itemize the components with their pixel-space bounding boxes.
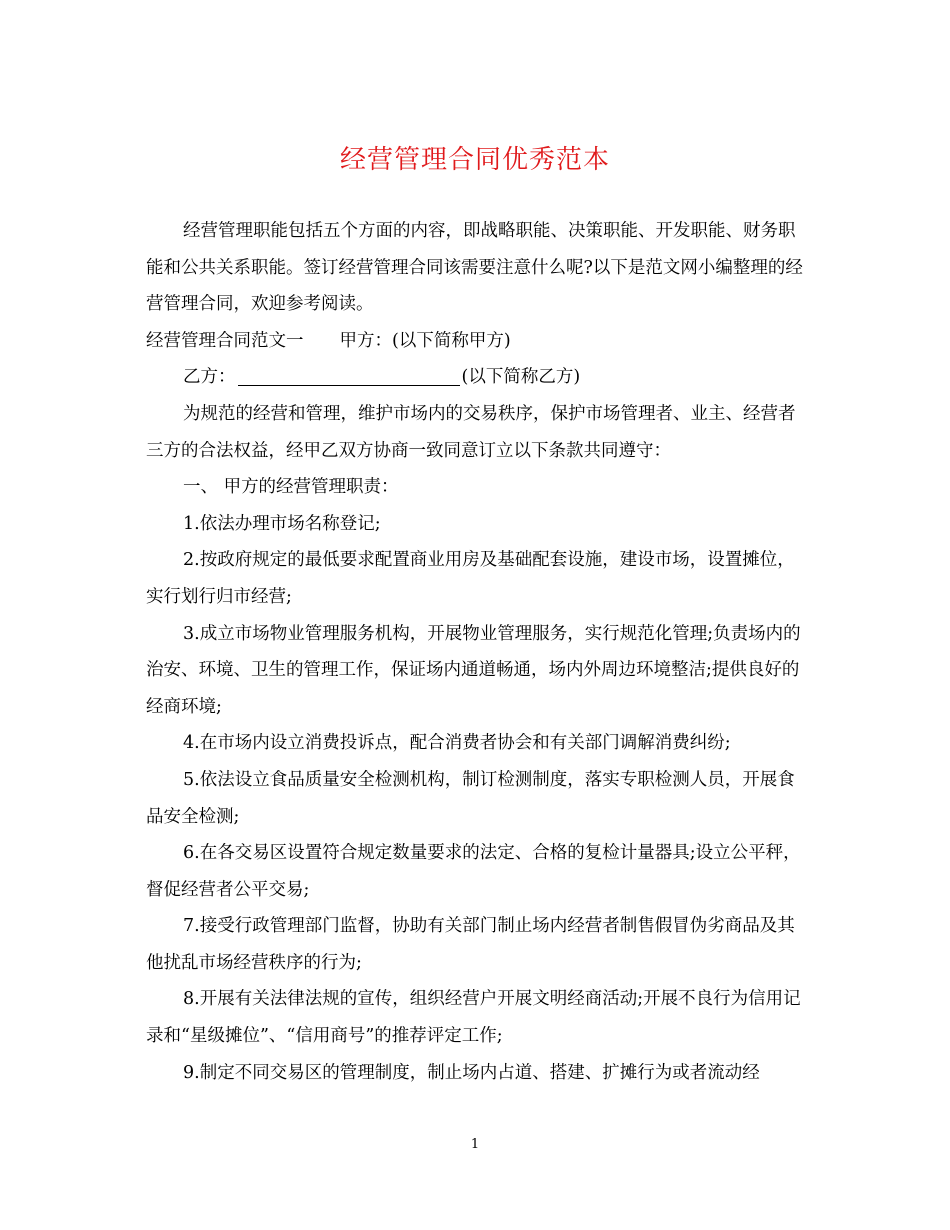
section-heading: 一、 甲方的经营管理职责： bbox=[183, 477, 399, 498]
clause-6: 6.在各交易区设置符合规定数量要求的法定、合格的复检计量器具;设立公平秤，督促经营者公平交易; bbox=[146, 843, 801, 900]
sample-heading: 经营管理合同范文一 bbox=[146, 330, 304, 351]
document-title: 经营管理合同优秀范本 bbox=[339, 145, 610, 175]
party-b-blank bbox=[238, 365, 460, 386]
clause-7: 7.接受行政管理部门监督，协助有关部门制止场内经营者制售假冒伪劣商品及其他扰乱市场经营秩序的行为; bbox=[146, 916, 795, 973]
party-b-suffix: (以下简称乙方) bbox=[461, 367, 581, 388]
clause-1: 1.依法办理市场名称登记; bbox=[183, 513, 381, 534]
clause-3: 3.成立市场物业管理服务机构，开展物业管理服务，实行规范化管理;负责场内的治安、环境、卫生的管理工作，保证场内通道畅通，场内外周边环境整洁;提供良好的经商环境; bbox=[146, 623, 801, 717]
page-number: 1 bbox=[470, 1137, 480, 1152]
clause-4: 4.在市场内设立消费投诉点，配合消费者协会和有关部门调解消费纠纷; bbox=[183, 733, 731, 754]
clause-8: 8.开展有关法律法规的宣传，组织经营户开展文明经商活动;开展不良行为信用记录和“星级摊位”、“信用商号”的推荐评定工作; bbox=[146, 989, 801, 1047]
preamble-paragraph: 为规范的经营和管理，维护市场内的交易秩序，保护市场管理者、业主、经营者三方的合法权益，经甲乙双方协商一致同意订立以下条款共同遵守： bbox=[146, 403, 796, 461]
clause-9: 9.制定不同交易区的管理制度，制止场内占道、搭建、扩摊行为或者流动经 bbox=[183, 1062, 760, 1083]
party-b-line bbox=[146, 359, 806, 396]
clause-5: 5.依法设立食品质量安全检测机构，制订检测制度，落实专职检测人员，开展食品安全检测; bbox=[146, 769, 795, 827]
party-b-label: 乙方： bbox=[183, 367, 236, 388]
document-body bbox=[146, 213, 806, 1091]
intro-paragraph: 经营管理职能包括五个方面的内容，即战略职能、决策职能、开发职能、财务职能和公共关系职能。签订经营管理合同该需要注意什么呢?以下是范文网小编整理的经营管理合同，欢迎参考阅读。 bbox=[146, 221, 803, 315]
party-a-line: 甲方：(以下简称甲方) bbox=[339, 330, 511, 351]
clause-2: 2.按政府规定的最低要求配置商业用房及基础配套设施，建设市场，设置摊位，实行划行归市经营; bbox=[146, 550, 795, 607]
sample-heading-line bbox=[146, 323, 806, 360]
